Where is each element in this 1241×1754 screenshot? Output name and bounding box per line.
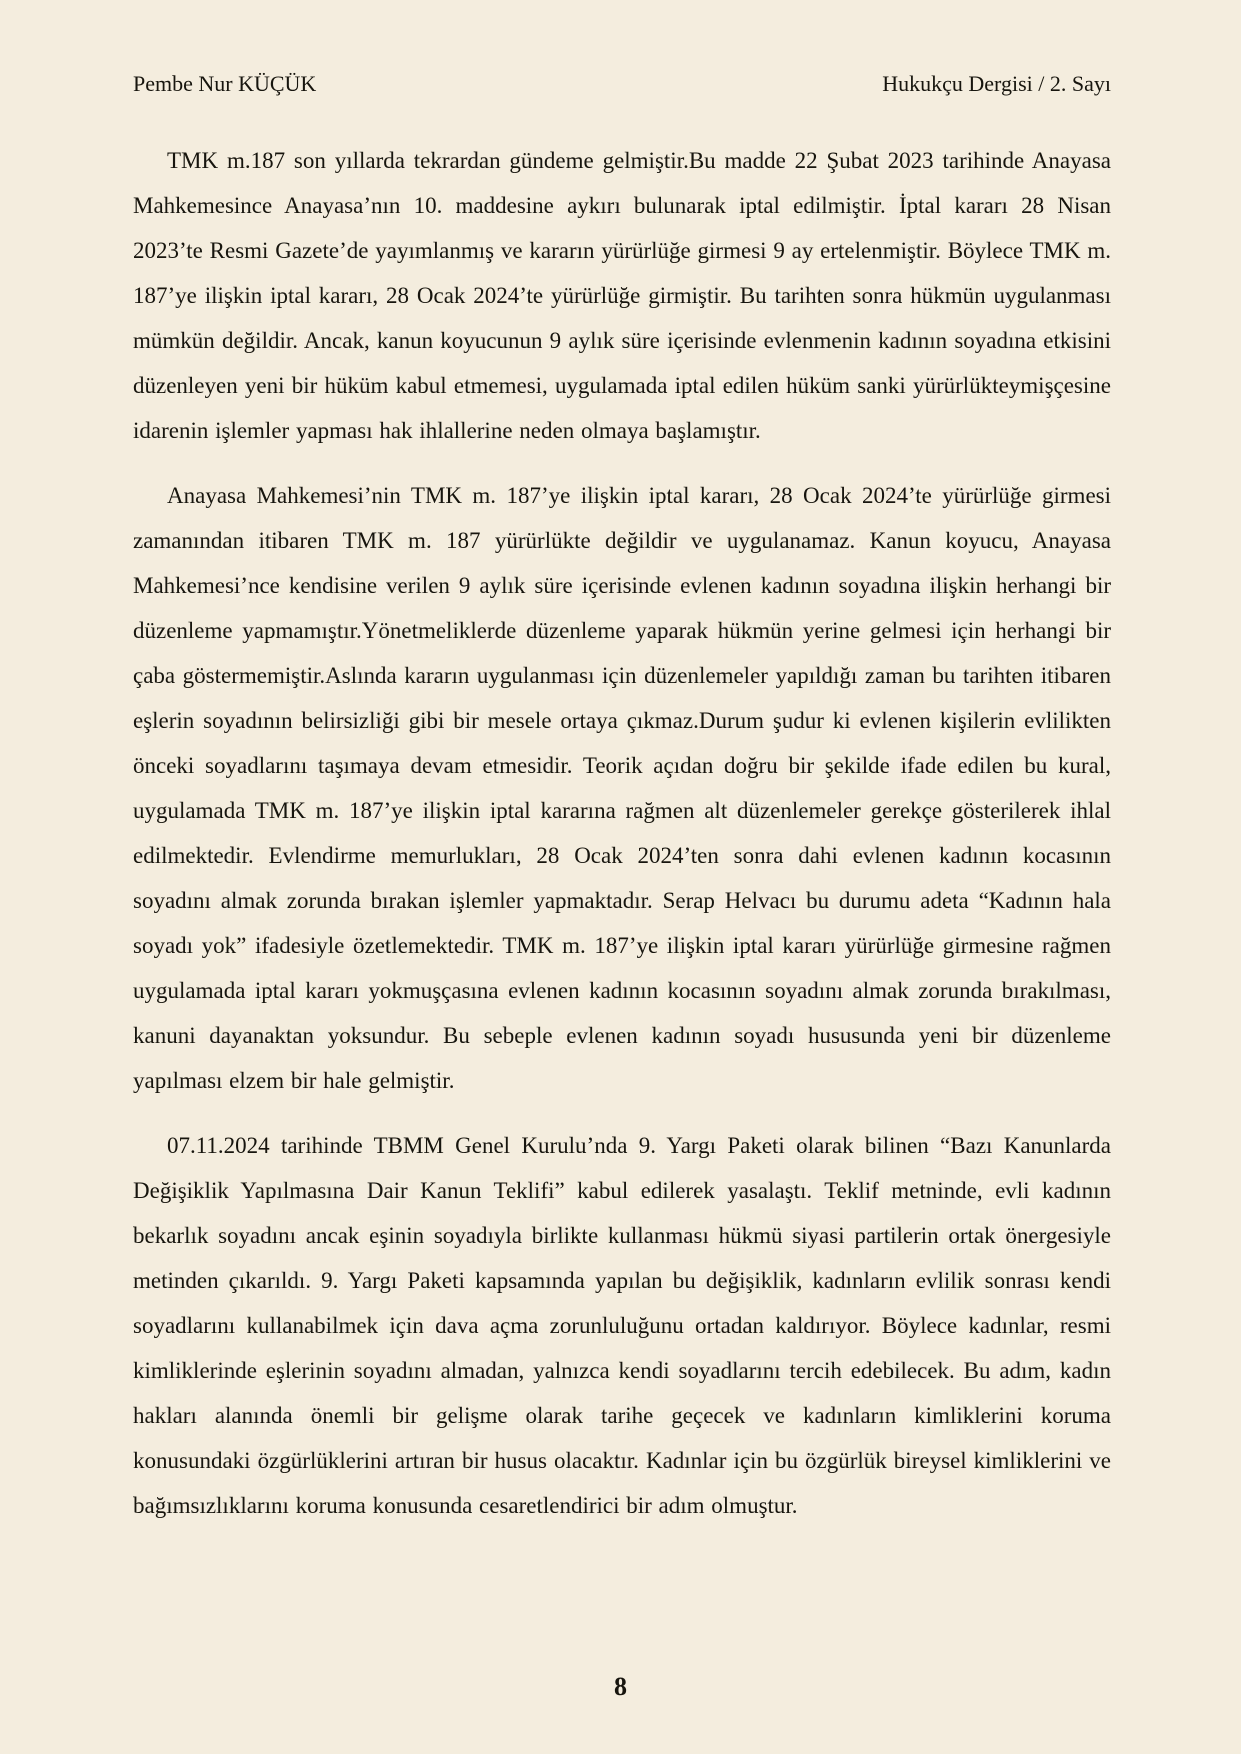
article-body: [133, 138, 1111, 1528]
page-number: 8: [614, 1672, 627, 1701]
header-author-name: Pembe Nur KÜÇÜK: [133, 71, 317, 96]
page-footer: [0, 1672, 1241, 1702]
paragraph-tmk-187-iptal: TMK m.187 son yıllarda tekrardan gündeme gelmiştir.Bu madde 22 Şubat 2023 tarihinde Anayasa Mahkemesince Anayasa’nın 10. maddesine aykırı bulunarak iptal edilmiştir. İptal kararı 28 Nisan 2023’te Resmi Gazete’de yayımlanmış ve kararın yürürlüğe girmesi 9 ay ertelenmiştir. Böylece TMK m. 187’ye ilişkin iptal kararı, 28 Ocak 2024’te yürürlüğe girmiştir. Bu tarihten sonra hükmün uygulanması mümkün değildir. Ancak, kanun koyucunun 9 aylık süre içerisinde evlenmenin kadının soyadına etkisini düzenleyen yeni bir hüküm kabul etmemesi, uygulamada iptal edilen hüküm sanki yürürlükteymişçesine idarenin işlemler yapması hak ihlallerine neden olmaya başlamıştır.: [133, 148, 1111, 443]
running-header: [133, 70, 1111, 98]
paragraph-iptal-karari-uygulama: Anayasa Mahkemesi’nin TMK m. 187’ye ilişkin iptal kararı, 28 Ocak 2024’te yürürlüğe girmesi zamanından itibaren TMK m. 187 yürürlükte değildir ve uygulanamaz. Kanun koyucu, Anayasa Mahkemesi’nce kendisine verilen 9 aylık süre içerisinde evlenen kadının soyadına ilişkin herhangi bir düzenleme yapmamıştır.Yönetmeliklerde düzenleme yaparak hükmün yerine gelmesi için herhangi bir çaba göstermemiştir.Aslında kararın uygulanması için düzenlemeler yapıldığı zaman bu tarihten itibaren eşlerin soyadının belirsizliği gibi bir mesele ortaya çıkmaz.Durum şudur ki evlenen kişilerin evlilikten önceki soyadlarını taşımaya devam etmesidir. Teorik açıdan doğru bir şekilde ifade edilen bu kural, uygulamada TMK m. 187’ye ilişkin iptal kararına rağmen alt düzenlemeler gerekçe gösterilerek ihlal edilmektedir. Evlendirme memurlukları, 28 Ocak 2024’ten sonra dahi evlenen kadının kocasının soyadını almak zorunda bırakan işlemler yapmaktadır. Serap Helvacı bu durumu adeta “Kadının hala soyadı yok” ifadesiyle özetlemektedir. TMK m. 187’ye ilişkin iptal kararı yürürlüğe girmesine rağmen uygulamada iptal kararı yokmuşçasına evlenen kadının kocasının soyadını almak zorunda bırakılması, kanuni dayanaktan yoksundur. Bu sebeple evlenen kadının soyadı hususunda yeni bir düzenleme yapılması elzem bir hale gelmiştir.: [133, 483, 1111, 1093]
paragraph-yargi-paketi: 07.11.2024 tarihinde TBMM Genel Kurulu’nda 9. Yargı Paketi olarak bilinen “Bazı Kanunlarda Değişiklik Yapılmasına Dair Kanun Teklifi” kabul edilerek yasalaştı. Teklif metninde, evli kadının bekarlık soyadını ancak eşinin soyadıyla birlikte kullanması hükmü siyasi partilerin ortak önergesiyle metinden çıkarıldı. 9. Yargı Paketi kapsamında yapılan bu değişiklik, kadınların evlilik sonrası kendi soyadlarını kullanabilmek için dava açma zorunluluğunu ortadan kaldırıyor. Böylece kadınlar, resmi kimliklerinde eşlerinin soyadını almadan, yalnızca kendi soyadlarını tercih edebilecek. Bu adım, kadın hakları alanında önemli bir gelişme olarak tarihe geçecek ve kadınların kimliklerini koruma konusundaki özgürlüklerini artıran bir husus olacaktır. Kadınlar için bu özgürlük bireysel kimliklerini ve bağımsızlıklarını koruma konusunda cesaretlendirici bir adım olmuştur.: [133, 1133, 1111, 1518]
header-journal-issue: Hukukçu Dergisi / 2. Sayı: [882, 71, 1111, 96]
